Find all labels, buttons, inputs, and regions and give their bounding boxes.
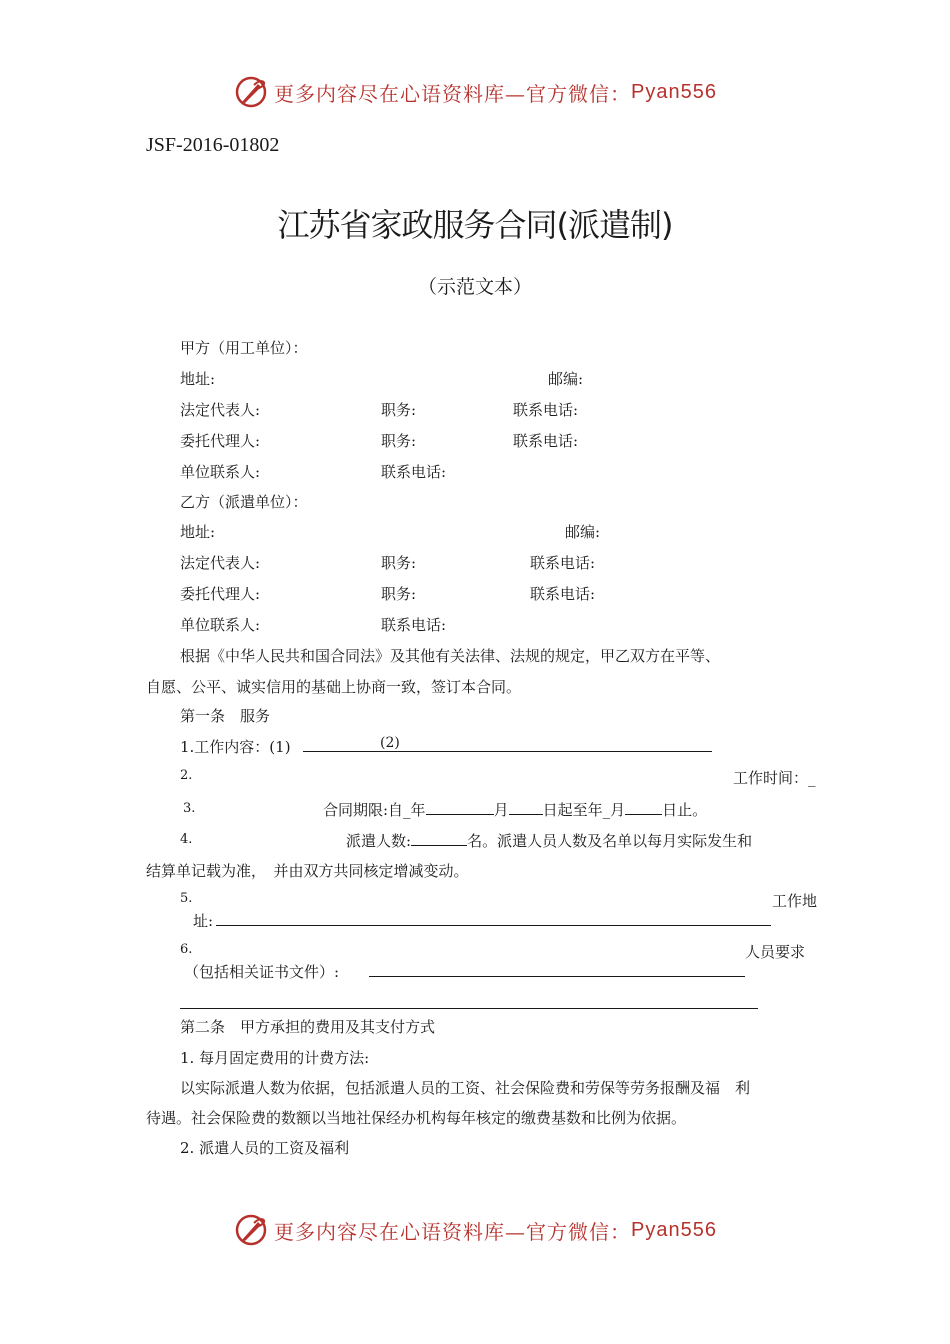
work-content-item-2: (2) (380, 735, 400, 751)
party-b-phone-label: 联系电话: (530, 554, 596, 572)
party-a-contact-phone-label: 联系电话: (381, 463, 447, 481)
work-place-label-2: 址: (193, 912, 214, 930)
party-b-agent-phone-label: 联系电话: (530, 585, 596, 603)
contract-term-end: 日止。 (662, 801, 708, 819)
intro-line-2: 自愿、公平、诚实信用的基础上协商一致，签订本合同。 (146, 678, 522, 696)
party-b-contact-label: 单位联系人: (180, 616, 261, 634)
article-2-heading: 第二条 甲方承担的费用及其支付方式 (180, 1018, 436, 1036)
party-b-contact-phone-label: 联系电话: (381, 616, 447, 634)
start-month-blank (426, 799, 494, 815)
party-a-phone-label: 联系电话: (513, 401, 579, 419)
page-subtitle: （示范文本） (417, 276, 532, 298)
party-b-postcode-label: 邮编: (565, 523, 601, 541)
party-a-agent-phone-label: 联系电话: (513, 432, 579, 450)
watermark-account: Pyan556 (631, 80, 717, 103)
party-b-legal-rep-label: 法定代表人: (180, 554, 261, 572)
start-day-blank (509, 799, 543, 815)
contract-term-month: 月 (493, 801, 509, 819)
work-time-label: 工作时间：_ (733, 769, 816, 787)
fee-paragraph-line-2: 待遇。社会保险费的数额以当地社保经办机构每年核定的缴费基数和比例为依据。 (146, 1109, 687, 1127)
party-a-contact-label: 单位联系人: (180, 463, 261, 481)
party-a-agent-label: 委托代理人: (180, 432, 261, 450)
wages-benefits-heading: 2. 派遣人员的工资及福利 (180, 1139, 350, 1157)
contract-term-from: 合同期限:自_年 (323, 801, 426, 819)
party-b-agent-post-label: 职务: (381, 585, 417, 603)
feather-pen-logo-icon (234, 75, 268, 109)
dispatch-count-blank (411, 830, 467, 846)
dispatch-count-line-2: 结算单记载为准， 并由双方共同核定增减变动。 (146, 862, 469, 880)
header-watermark (234, 74, 717, 110)
dispatch-count (346, 830, 752, 851)
document-number: JSF-2016-01802 (146, 134, 280, 156)
work-content-blank (303, 751, 712, 752)
watermark-account: Pyan556 (631, 1218, 717, 1241)
footer-watermark (234, 1212, 717, 1248)
party-a-legal-rep-label: 法定代表人: (180, 401, 261, 419)
article-1-heading: 第一条 服务 (180, 707, 271, 725)
item-2-number: 2. (180, 768, 193, 783)
fee-paragraph-line-1: 以实际派遣人数为依据，包括派遣人员的工资、社会保险费和劳保等劳务报酬及福 利 (180, 1079, 751, 1097)
party-b-address-label: 地址: (180, 523, 216, 541)
work-place-label: 工作地 (772, 892, 818, 910)
party-b-post-label: 职务: (381, 554, 417, 572)
contract-term (323, 799, 707, 820)
party-a-heading: 甲方（用工单位）： (180, 339, 308, 357)
party-a-agent-post-label: 职务: (381, 432, 417, 450)
item-3-number: 3. (183, 801, 196, 816)
item-6-number: 6. (180, 942, 193, 957)
staff-requirements-label-2: （包括相关证书文件）: (184, 963, 340, 981)
page-title: 江苏省家政服务合同(派遣制) (277, 206, 673, 244)
watermark-text: 更多内容尽在心语资料库—官方微信： (274, 81, 631, 106)
work-content-label: 1.工作内容：(1) (180, 738, 291, 756)
dispatch-count-text: 名。派遣人员人数及名单以每月实际发生和 (467, 832, 753, 850)
staff-requirements-label: 人员要求 (745, 943, 806, 961)
party-b-heading: 乙方（派遣单位）： (180, 493, 308, 511)
party-a-postcode-label: 邮编: (548, 370, 584, 388)
staff-requirements-blank-2 (180, 1008, 758, 1009)
watermark-text: 更多内容尽在心语资料库—官方微信： (274, 1219, 631, 1244)
contract-term-to: 日起至年_月 (542, 801, 626, 819)
intro-line-1: 根据《中华人民共和国合同法》及其他有关法律、法规的规定，甲乙双方在平等、 (180, 647, 721, 665)
party-b-agent-label: 委托代理人: (180, 585, 261, 603)
end-day-blank (625, 799, 662, 815)
item-4-number: 4. (180, 832, 193, 847)
party-a-address-label: 地址: (180, 370, 216, 388)
item-5-number: 5. (180, 891, 193, 906)
work-place-blank (216, 925, 771, 926)
dispatch-count-label: 派遣人数: (346, 832, 412, 850)
feather-pen-logo-icon (234, 1213, 268, 1247)
fixed-fee-method: 1. 每月固定费用的计费方法: (180, 1049, 370, 1067)
party-a-post-label: 职务: (381, 401, 417, 419)
staff-requirements-blank (369, 976, 745, 977)
